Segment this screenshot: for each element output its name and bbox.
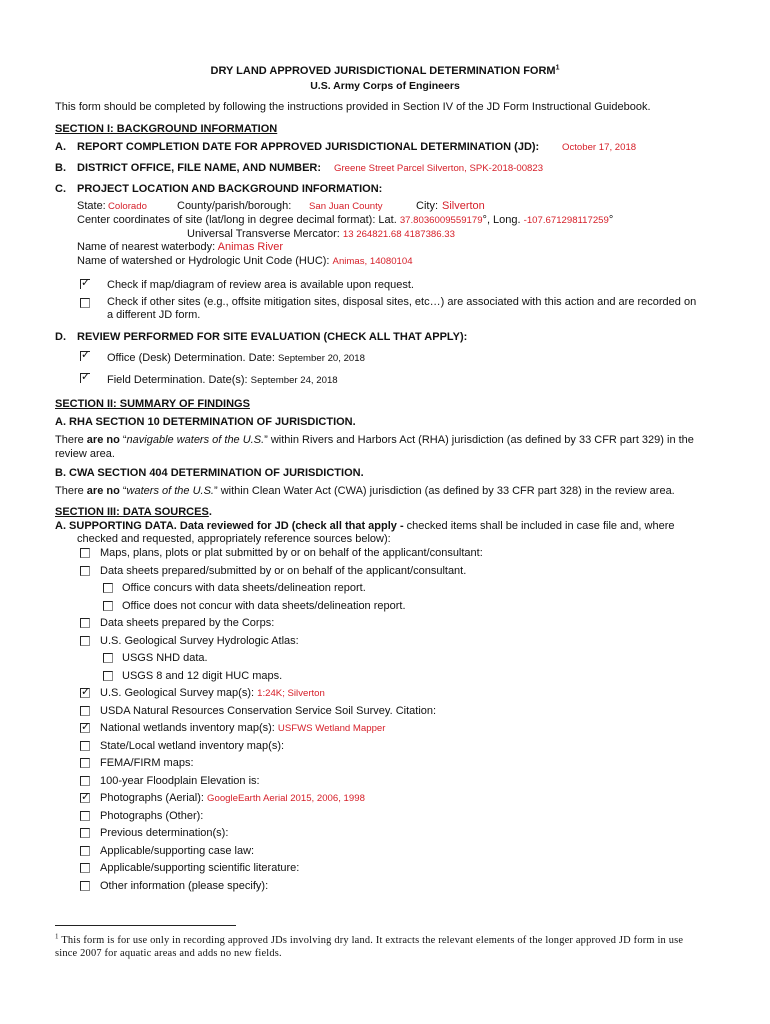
report-date-value: October 17, 2018 xyxy=(562,142,637,153)
longitude-value: -107.671298117259 xyxy=(523,215,609,226)
usgs-maps-label: U.S. Geological Survey map(s): xyxy=(100,687,255,699)
utm-label: Universal Transverse Mercator: xyxy=(187,228,340,240)
aerial-photos-line xyxy=(100,791,365,806)
corps-data-sheets-label: Data sheets prepared by the Corps: xyxy=(100,617,275,629)
usgs-maps-checkbox[interactable] xyxy=(80,688,90,698)
fema-label: FEMA/FIRM maps: xyxy=(100,757,194,769)
other-info-checkbox[interactable] xyxy=(80,881,90,891)
footnote-text-1: This form is for use only in recording approved JDs involving dry land. It extracts the relevant elements of the longer approved JD form in use xyxy=(61,935,684,946)
footnote-divider xyxy=(55,925,236,926)
rha-text-line-1 xyxy=(55,433,694,447)
footnote-line-1 xyxy=(55,934,683,948)
huc-value: Animas, 14080104 xyxy=(332,256,413,267)
item-b-label: B. xyxy=(55,162,66,174)
section-3-heading: SECTION III: DATA SOURCES xyxy=(55,506,209,518)
cwa-bold: are no xyxy=(86,485,120,497)
item-c-label: C. xyxy=(55,183,66,195)
supporting-data-bold: A. SUPPORTING DATA. Data reviewed for JD (check all that apply - xyxy=(55,520,407,532)
footnote-line-2: since 2007 for aquatic areas and adds no new fields. xyxy=(55,948,282,959)
cwa-quote: “ xyxy=(119,485,127,497)
field-determination-date: September 24, 2018 xyxy=(250,375,338,386)
supporting-data-rest: checked items shall be included in case file and, where xyxy=(406,520,675,532)
waterbody-line xyxy=(77,240,283,254)
cwa-heading: B. CWA SECTION 404 DETERMINATION OF JURISDICTION. xyxy=(55,467,364,479)
rha-post: ” within Rivers and Harbors Act (RHA) jurisdiction (as defined by 33 CFR part 329) in the xyxy=(264,434,694,446)
aerial-photos-value: GoogleEarth Aerial 2015, 2006, 1998 xyxy=(207,793,365,804)
state-wetland-checkbox[interactable] xyxy=(80,741,90,751)
usgs-huc-checkbox[interactable] xyxy=(103,671,113,681)
item-c-text: PROJECT LOCATION AND BACKGROUND INFORMATION: xyxy=(77,183,383,195)
item-b-text: DISTRICT OFFICE, FILE NAME, AND NUMBER: xyxy=(77,162,322,174)
usgs-atlas-checkbox[interactable] xyxy=(80,636,90,646)
item-d-text: REVIEW PERFORMED FOR SITE EVALUATION (CHECK ALL THAT APPLY): xyxy=(77,331,468,343)
field-determination-label: Field Determination. Date(s): xyxy=(107,374,248,386)
rha-bold: are no xyxy=(86,434,120,446)
section-3-heading-line xyxy=(55,505,212,519)
usgs-maps-line xyxy=(100,686,325,701)
waterbody-label: Name of nearest waterbody: xyxy=(77,241,216,253)
cwa-post: ” within Clean Water Act (CWA) jurisdiction (as defined by 33 CFR part 328) in the review area. xyxy=(213,485,675,497)
floodplain-label: 100-year Floodplain Elevation is: xyxy=(100,775,260,787)
coords-line xyxy=(77,213,613,228)
rha-heading: A. RHA SECTION 10 DETERMINATION OF JURISDICTION. xyxy=(55,416,356,428)
footnote-mark: 1 xyxy=(55,932,59,941)
field-determination-checkbox[interactable] xyxy=(80,373,90,383)
office-concurs-checkbox[interactable] xyxy=(103,583,113,593)
degree-mark: ° xyxy=(608,214,614,226)
other-photos-label: Photographs (Other): xyxy=(100,810,204,822)
rha-pre: There xyxy=(55,434,87,446)
other-photos-checkbox[interactable] xyxy=(80,811,90,821)
maps-plans-checkbox[interactable] xyxy=(80,548,90,558)
supporting-data-line-1 xyxy=(55,519,675,533)
previous-determination-label: Previous determination(s): xyxy=(100,827,229,839)
city-label: City: xyxy=(416,200,438,212)
state-value: Colorado xyxy=(108,201,147,212)
form-title xyxy=(0,64,770,78)
form-intro: This form should be completed by following the instructions provided in Section IV of the JD Form Instructional Guidebook. xyxy=(55,101,651,113)
nwi-map-checkbox[interactable] xyxy=(80,723,90,733)
usgs-nhd-checkbox[interactable] xyxy=(103,653,113,663)
nwi-map-value: USFWS Wetland Mapper xyxy=(277,723,386,734)
previous-determination-checkbox[interactable] xyxy=(80,828,90,838)
section-1-heading: SECTION I: BACKGROUND INFORMATION xyxy=(55,123,278,135)
item-d-label: D. xyxy=(55,331,66,343)
form-subtitle: U.S. Army Corps of Engineers xyxy=(310,80,460,92)
latitude-value: 37.8036009559179 xyxy=(399,215,483,226)
case-law-label: Applicable/supporting case law: xyxy=(100,845,255,857)
data-sheets-applicant-checkbox[interactable] xyxy=(80,566,90,576)
map-available-label: Check if map/diagram of review area is available upon request. xyxy=(107,279,414,291)
section-3-heading-end: . xyxy=(208,506,212,518)
field-determination-line xyxy=(107,373,338,388)
office-determination-line xyxy=(107,351,365,366)
nwi-map-line xyxy=(100,721,385,736)
rha-text-line-2: review area. xyxy=(55,448,115,460)
item-a-text: REPORT COMPLETION DATE FOR APPROVED JURISDICTIONAL DETERMINATION (JD): xyxy=(77,141,540,153)
soil-survey-checkbox[interactable] xyxy=(80,706,90,716)
rha-italic: navigable waters of the U.S. xyxy=(126,434,265,446)
huc-label: Name of watershed or Hydrologic Unit Code (HUC): xyxy=(77,255,330,267)
section-2-heading: SECTION II: SUMMARY OF FINDINGS xyxy=(55,398,250,410)
office-determination-label: Office (Desk) Determination. Date: xyxy=(107,352,275,364)
waterbody-value: Animas River xyxy=(217,241,284,253)
other-sites-checkbox[interactable] xyxy=(80,298,90,308)
form-title-text: DRY LAND APPROVED JURISDICTIONAL DETERMINATION FORM xyxy=(210,65,556,77)
corps-data-sheets-checkbox[interactable] xyxy=(80,618,90,628)
office-not-concur-label: Office does not concur with data sheets/delineation report. xyxy=(122,600,406,612)
state-wetland-label: State/Local wetland inventory map(s): xyxy=(100,740,285,752)
fema-checkbox[interactable] xyxy=(80,758,90,768)
scientific-literature-label: Applicable/supporting scientific literature: xyxy=(100,862,300,874)
maps-plans-label: Maps, plans, plots or plat submitted by or on behalf of the applicant/consultant: xyxy=(100,547,483,559)
office-determination-date: September 20, 2018 xyxy=(277,353,365,364)
office-not-concur-checkbox[interactable] xyxy=(103,601,113,611)
cwa-pre: There xyxy=(55,485,87,497)
cwa-text-line xyxy=(55,484,675,498)
usgs-huc-label: USGS 8 and 12 digit HUC maps. xyxy=(122,670,283,682)
other-sites-label-1: Check if other sites (e.g., offsite mitigation sites, disposal sites, etc…) are associated with this action and are recorded on xyxy=(107,296,697,308)
title-footnote-mark: 1 xyxy=(555,64,560,72)
usgs-maps-value: 1:24K; Silverton xyxy=(257,688,325,699)
soil-survey-label: USDA Natural Resources Conservation Service Soil Survey. Citation: xyxy=(100,705,437,717)
rha-quote: “ xyxy=(119,434,127,446)
office-concurs-label: Office concurs with data sheets/delineation report. xyxy=(122,582,366,594)
scientific-literature-checkbox[interactable] xyxy=(80,863,90,873)
data-sheets-applicant-label: Data sheets prepared/submitted by or on behalf of the applicant/consultant. xyxy=(100,565,467,577)
usgs-nhd-label: USGS NHD data. xyxy=(122,652,208,664)
floodplain-checkbox[interactable] xyxy=(80,776,90,786)
aerial-photos-checkbox[interactable] xyxy=(80,793,90,803)
other-sites-label-2: a different JD form. xyxy=(107,309,201,321)
aerial-photos-label: Photographs (Aerial): xyxy=(100,792,204,804)
county-label: County/parish/borough: xyxy=(177,200,292,212)
state-label: State: xyxy=(77,200,106,212)
county-value: San Juan County xyxy=(309,201,383,212)
nwi-map-label: National wetlands inventory map(s): xyxy=(100,722,275,734)
supporting-data-line-2: checked and requested, appropriately reference sources below): xyxy=(77,533,391,545)
case-law-checkbox[interactable] xyxy=(80,846,90,856)
map-available-checkbox[interactable] xyxy=(80,279,90,289)
huc-line xyxy=(77,254,413,269)
other-info-label: Other information (please specify): xyxy=(100,880,269,892)
usgs-atlas-label: U.S. Geological Survey Hydrologic Atlas: xyxy=(100,635,299,647)
office-determination-checkbox[interactable] xyxy=(80,351,90,361)
city-value: Silverton xyxy=(442,200,485,212)
district-file-value: Greene Street Parcel Silverton, SPK-2018-00823 xyxy=(334,163,544,174)
cwa-italic: waters of the U.S. xyxy=(126,485,214,497)
item-a-label: A. xyxy=(55,141,66,153)
long-label: °, Long. xyxy=(482,214,521,226)
coords-label: Center coordinates of site (lat/long in degree decimal format): Lat. xyxy=(77,214,397,226)
utm-value: 13 264821.68 4187386.33 xyxy=(342,229,455,240)
